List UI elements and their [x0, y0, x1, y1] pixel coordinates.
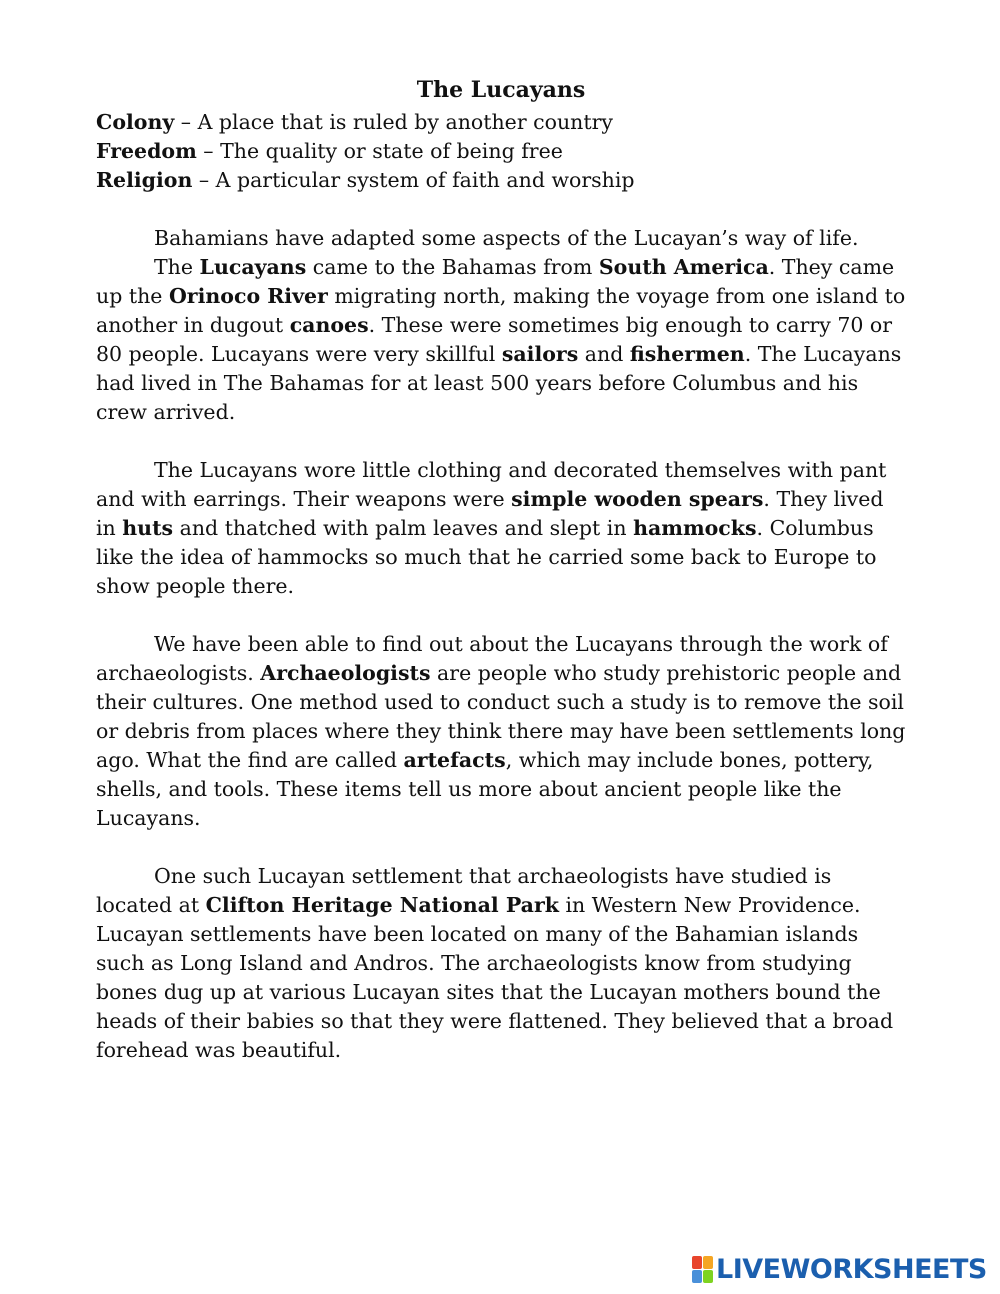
worksheet-page: [96, 72, 906, 1065]
text-run: and: [578, 342, 630, 366]
spacer: [96, 427, 906, 456]
logo-text: LIVEWORKSHEETS: [716, 1253, 987, 1285]
text-run: in Western New Providence. Lucayan settlements have been located on many of the Bahamian islands such as Long Island and Andros. The archaeologists know from studying bones dug up at various Lucayan sites that the Lucayan mothers bound the heads of their babies so that they were flattened. They believed that a broad forehead was beautiful.: [96, 893, 894, 1062]
bold-term: huts: [122, 516, 174, 540]
spacer: [96, 833, 906, 862]
paragraph-archaeology: [96, 630, 906, 833]
bold-term: canoes: [289, 313, 369, 337]
bold-term: fishermen: [629, 342, 745, 366]
definition-text: – A particular system of faith and worship: [192, 168, 635, 192]
bold-term: simple wooden spears: [511, 487, 764, 511]
text-run: . Columbus like the idea of hammocks so much that he carried some back to Europe to show people there.: [96, 516, 877, 598]
definition-freedom: [96, 137, 906, 166]
bold-term: Clifton Heritage National Park: [205, 893, 559, 917]
definition-term: Religion: [96, 168, 193, 192]
logo-square: [703, 1256, 713, 1269]
paragraph-origins: [96, 253, 906, 427]
text-run: One such Lucayan settlement that archaeologists have studied is located at: [96, 864, 832, 917]
bold-term: hammocks: [633, 516, 757, 540]
spacer: [96, 601, 906, 630]
logo-square: [703, 1270, 713, 1283]
definition-religion: [96, 166, 906, 195]
definition-text: – A place that is ruled by another country: [174, 110, 613, 134]
spacer: [96, 195, 906, 224]
definition-term: Freedom: [96, 139, 197, 163]
liveworksheets-logo: [692, 1254, 987, 1284]
logo-square: [692, 1270, 702, 1283]
text-run: . The Lucayans had lived in The Bahamas for at least 500 years before Columbus and his crew arrived.: [96, 342, 902, 424]
logo-mark-icon: [692, 1256, 712, 1282]
text-run: . They lived in: [96, 487, 884, 540]
text-run: Bahamians have adapted some aspects of the Lucayan’s way of life.: [154, 226, 859, 250]
bold-term: Archaeologists: [260, 661, 431, 685]
bold-term: Lucayans: [199, 255, 307, 279]
paragraph-lifestyle: [96, 456, 906, 601]
text-run: . These were sometimes big enough to carry 70 or 80 people. Lucayans were very skillful: [96, 313, 893, 366]
bold-term: Orinoco River: [168, 284, 328, 308]
text-run: We have been able to find out about the Lucayans through the work of archaeologists.: [96, 632, 888, 685]
paragraph-intro: [96, 224, 906, 253]
text-run: are people who study prehistoric people and their cultures. One method used to conduct such a study is to remove the soil or debris from places where they think there may have been settlements long ago. What the find are called: [96, 661, 906, 772]
page-title: The Lucayans: [416, 77, 586, 103]
text-run: came to the Bahamas from: [306, 255, 599, 279]
definition-colony: [96, 108, 906, 137]
definition-text: – The quality or state of being free: [196, 139, 563, 163]
text-run: . They came up the: [96, 255, 895, 308]
text-run: The: [154, 255, 200, 279]
paragraph-settlements: [96, 862, 906, 1065]
definitions: [96, 108, 906, 195]
text-run: , which may include bones, pottery, shells, and tools. These items tell us more about ancient people like the Lucayans.: [96, 748, 874, 830]
text-run: The Lucayans wore little clothing and decorated themselves with pant and with earrings. Their weapons were: [96, 458, 887, 511]
bold-term: South America: [598, 255, 769, 279]
definition-term: Colony: [96, 110, 175, 134]
logo-square: [692, 1256, 702, 1269]
bold-term: sailors: [501, 342, 579, 366]
bold-term: artefacts: [403, 748, 506, 772]
text-run: migrating north, making the voyage from one island to another in dugout: [96, 284, 906, 337]
text-run: and thatched with palm leaves and slept in: [173, 516, 634, 540]
